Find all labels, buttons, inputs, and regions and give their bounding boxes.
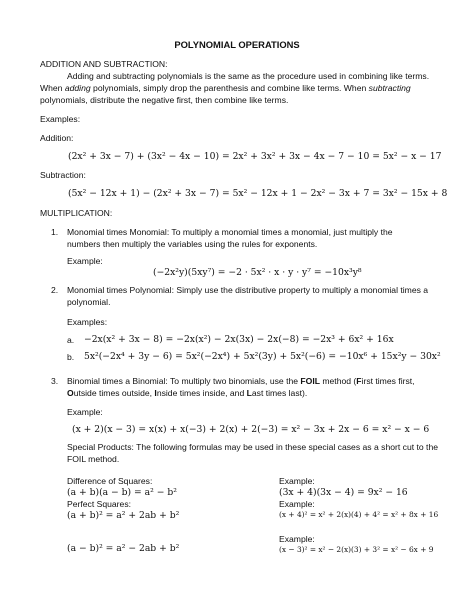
item-1-example-label: Example: xyxy=(67,256,103,266)
item-1-line-1: Monomial times Monomial: To multiply a monomial times a monomial, just multiply the xyxy=(67,227,393,237)
item-2a-label: a. xyxy=(67,335,75,345)
perfect-plus-example-equation: (x + 4)² = x² + 2(x)(4) + 4² = x² + 8x + 16 xyxy=(279,510,439,519)
addition-subtraction-heading: ADDITION AND SUBTRACTION: xyxy=(40,59,168,69)
subtraction-label: Subtraction: xyxy=(40,170,86,180)
perfect-squares-label: Perfect Squares: xyxy=(67,499,132,509)
multiplication-heading: MULTIPLICATION: xyxy=(40,208,113,218)
item-1-line-2: numbers then multiply the variables using the rules for exponents. xyxy=(67,239,318,249)
difference-of-squares-label: Difference of Squares: xyxy=(67,476,153,486)
item-3-equation: (x + 2)(x − 3) = x(x) + x(−3) + 2(x) + 2(−3) = x² − 3x + 2x − 6 = x² − x − 6 xyxy=(72,424,430,435)
item-2b-equation: 5x²(−2x⁴ + 3y − 6) = 5x²(−2x⁴) + 5x²(3y) + 5x²(−6) = −10x⁶ + 15x²y − 30x² xyxy=(84,351,441,362)
item-1-equation: (−2x²y)(5xy⁷) = −2 · 5x² · x · y · y⁷ = −10x³y⁸ xyxy=(153,267,362,278)
addition-label: Addition: xyxy=(40,133,74,143)
item-2-examples-label: Examples: xyxy=(67,317,108,327)
difference-of-squares-formula: (a + b)(a − b) = a² − b² xyxy=(67,487,177,498)
difference-example-label: Example: xyxy=(279,476,315,486)
intro-line-2: When adding polynomials, simply drop the parenthesis and combine like terms. When subtracting xyxy=(40,83,411,93)
perfect-square-plus-formula: (a + b)² = a² + 2ab + b² xyxy=(67,510,180,521)
difference-example-equation: (3x + 4)(3x − 4) = 9x² − 16 xyxy=(279,487,408,498)
subtraction-equation: (5x² − 12x + 1) − (2x² + 3x − 7) = 5x² − 12x + 1 − 2x² − 3x + 7 = 3x² − 15x + 8 xyxy=(68,188,448,199)
page-title: POLYNOMIAL OPERATIONS xyxy=(174,39,300,50)
special-products-line-1: Special Products: The following formulas may be used in these special cases as a short cut to the xyxy=(67,442,438,452)
perfect-square-minus-formula: (a − b)² = a² − 2ab + b² xyxy=(67,543,180,554)
item-2b-label: b. xyxy=(67,352,75,362)
item-2-number: 2. xyxy=(51,285,59,295)
item-1-number: 1. xyxy=(51,227,59,237)
perfect-minus-example-label: Example: xyxy=(279,534,315,544)
item-3-example-label: Example: xyxy=(67,407,103,417)
perfect-plus-example-label: Example: xyxy=(279,499,315,509)
item-3-line-2: Outside times outside, Inside times inside, and Last times last). xyxy=(67,388,308,398)
perfect-minus-example-equation: (x − 3)² = x² − 2(x)(3) + 3² = x² − 6x + 9 xyxy=(279,545,434,554)
item-3-number: 3. xyxy=(51,376,59,386)
addition-equation: (2x² + 3x − 7) + (3x² − 4x − 10) = 2x² + 3x² + 3x − 4x − 7 − 10 = 5x² − x − 17 xyxy=(68,151,442,162)
item-2-line-1: Monomial times Polynomial: Simply use the distributive property to multiply a monomial times a xyxy=(67,285,429,295)
item-2-line-2: polynomial. xyxy=(67,297,111,307)
item-2a-equation: −2x(x² + 3x − 8) = −2x(x²) − 2x(3x) − 2x(−8) = −2x³ + 6x² + 16x xyxy=(84,334,394,345)
item-3-line-1: Binomial times a Binomial: To multiply two binomials, use the FOIL method (First times first, xyxy=(67,376,415,386)
examples-label: Examples: xyxy=(40,114,81,124)
special-products-line-2: FOIL method. xyxy=(67,454,120,464)
intro-line-3: polynomials, distribute the negative first, then combine like terms. xyxy=(40,95,289,105)
intro-line-1: Adding and subtracting polynomials is the same as the procedure used in combining like terms. xyxy=(67,71,430,81)
